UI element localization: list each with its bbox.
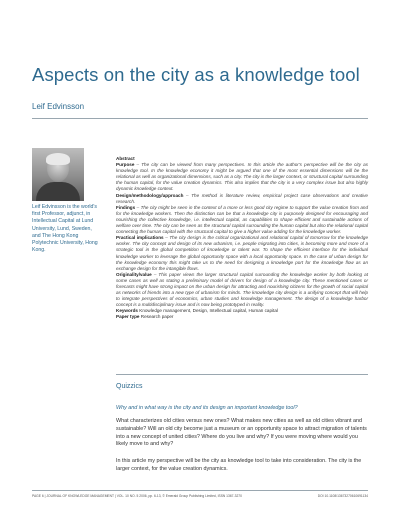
keywords-label: Keywords <box>116 308 138 314</box>
photo-hair <box>46 153 70 165</box>
photo-shoulders <box>36 182 80 201</box>
article-title: Aspects on the city as a knowledge tool <box>32 64 360 85</box>
keywords-text: Knowledge management, Design, Intellectual capital, Human capital <box>139 308 278 314</box>
footer-journal: JOURNAL OF KNOWLEDGE MANAGEMENT <box>46 494 115 498</box>
body-paragraph-2: In this article my perspective will be the city as knowledge tool to take into consideration. The city is the larger context, for the value creation dynamics. <box>116 458 362 472</box>
section-question: Why and in what way is the city and its design an important knowledge tool? <box>116 405 298 411</box>
body-paragraph-1: What characterizes old cities versus new ones? What makes new cities as well as old cities vibrant and sustainable? Will an old city become just a museum or an opportunity space to attract migration of talents into a new concept of united cities? Where do you live and why? If you were moving where would you likely move to and why? <box>116 418 367 448</box>
page-footer: PAGE 6 | JOURNAL OF KNOWLEDGE MANAGEMENT | VOL. 10 NO. 5 2006, pp. 6-13, © Emerald Group Publishing Limited, ISSN 1367-3270 DOI 10.1108/13673270610691134 <box>32 490 368 498</box>
implications-label: Practical implications <box>116 235 164 241</box>
implications-text: – The city design is the critical organizational and relational capital of tomorrow for the knowledge worker. The city concept and design of its new urbanism, i.e. people migrating into cities, is becoming more and more of a strategic tool in the global competition of knowledge or talent war. To shape the efficient interface for the individual knowledge worker to leverage the global opportunity space with a local opportunity space. In the case of urban design for the knowledge economy this might take us to the need for designing a knowledge port for the knowledge flow as an exchange design for the intangible flows. <box>116 235 368 271</box>
author-name: Leif Edvinsson <box>32 102 85 111</box>
findings-label: Findings <box>116 204 136 210</box>
abstract-divider <box>116 374 368 375</box>
abstract <box>116 156 368 321</box>
originality-label: Originality/value <box>116 271 152 277</box>
footer-issue: VOL. 10 NO. 5 2006, pp. 6-13, © Emerald Group Publishing Limited, ISSN 1367-3270 <box>116 494 242 498</box>
footer-doi: DOI 10.1108/13673270610691134 <box>317 494 368 498</box>
abstract-heading: Abstract <box>116 156 135 161</box>
section-heading: Quizzics <box>116 383 143 390</box>
design-text: – The method is literature review, empirical project case observations and creative research. <box>116 192 368 204</box>
purpose-text: – The city can be viewed from many perspectives. In this article the author's perspective will be the city as knowledge tool. In the knowledge economy it might be argued that one of the most essential dimensions will be the relational as well as organizational dimensions, such as a city. The city is the larger context, or structural capital surrounding the human capital, for the value creation dynamics. This also implies that the city is a very complex issue but also highly dynamic knowledge context. <box>116 162 368 192</box>
footer-page: PAGE 6 <box>32 494 44 498</box>
findings-text: – The city might be seen in the context of a more or less good city regime to support the value creation from and for the knowledge workers. Then the distinction can be that a knowledge city is purposely designed for encouraging and nourishing the collective knowledge, i.e. intellectual capital, as capabilities to shape efficient and sustainable actions of welfare over time. The city can be seen as the structural capital surrounding the human capital but also the relational capital connecting the human capital with the structural capital to give a higher value adding for the knowledge worker. <box>116 204 368 235</box>
header-divider <box>32 118 368 119</box>
paper-type-label: Paper type <box>116 314 140 320</box>
paper-type-text: Research paper <box>140 314 174 320</box>
author-photo <box>32 148 84 201</box>
author-bio: Leif Edvinsson is the world's first Professor, adjunct, in Intellectual Capital at Lund University, Lund, Sweden, and The Hong Kong Polytechnic University, Hong Kong. <box>32 204 98 254</box>
design-label: Design/methodology/approach <box>116 192 184 198</box>
originality-text: – This paper views the larger structural capital surrounding the knowledge worker by both looking at some cases as well as stating a preliminary model of drivers for design of a knowledge city. These mentioned cases or forecasts might have strong impact on the urban design for attracting and nourishing citizens for the growth of social capital as networks of friends into a new type of urbanism for minds. The knowledge city design is a unifying concept that will help to integrate perspectives of economics, urban studies and knowledge management. The design of a knowledge harbor concept is a multidisciplinary issue and is now being prototyped in reality. <box>116 271 368 308</box>
purpose-label: Purpose <box>116 162 135 168</box>
